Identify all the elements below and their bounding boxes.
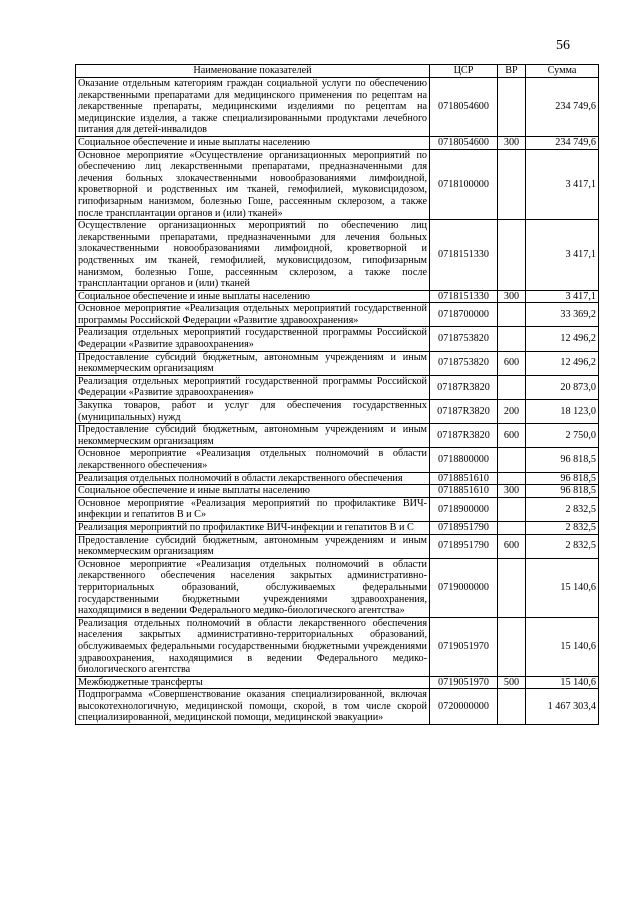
table-header-row	[76, 65, 599, 78]
row-name-cell: Реализация отдельных полномочий в области лекарственного обеспечения	[76, 472, 430, 485]
table-row	[76, 303, 599, 327]
row-sum-cell: 2 832,5	[526, 521, 599, 534]
header-sum: Сумма	[526, 65, 599, 78]
row-vr-cell: 200	[498, 400, 526, 424]
row-name-cell: Реализация отдельных мероприятий государственной программы Российской Федерации «Развитие здравоохранения»	[76, 375, 430, 399]
header-name: Наименование показателей	[76, 65, 430, 78]
row-vr-cell: 600	[498, 534, 526, 558]
row-sum-cell: 12 496,2	[526, 327, 599, 351]
row-csr-cell: 07187R3820	[430, 400, 498, 424]
row-vr-cell	[498, 327, 526, 351]
table-row	[76, 534, 599, 558]
row-vr-cell: 300	[498, 136, 526, 149]
row-vr-cell: 500	[498, 676, 526, 689]
row-name-cell: Основное мероприятие «Реализация отдельных мероприятий государственной программы Российской Федерации «Развитие здравоохранения»	[76, 303, 430, 327]
row-csr-cell: 07187R3820	[430, 375, 498, 399]
row-name-cell: Социальное обеспечение и иные выплаты населению	[76, 136, 430, 149]
row-name-cell: Предоставление субсидий бюджетным, автономным учреждениям и иным некоммерческим организациям	[76, 424, 430, 448]
row-csr-cell: 07187R3820	[430, 424, 498, 448]
row-name-cell: Основное мероприятие «Осуществление организационных мероприятий по обеспечению лиц лекарственными препаратами, предназначенными для лечения больных злокачественными новообразованиями лимфоидной, кроветворной и родственных им тканей, гемофилией, муковисцидозом, гипофизарным нанизмом, болезнью Гоше, рассеянным склерозом, а также после трансплантации органов и (или) тканей»	[76, 149, 430, 220]
table-row	[76, 220, 599, 291]
row-vr-cell	[498, 149, 526, 220]
table-row	[76, 448, 599, 472]
row-sum-cell: 18 123,0	[526, 400, 599, 424]
table-row	[76, 78, 599, 137]
row-sum-cell: 96 818,5	[526, 472, 599, 485]
header-csr: ЦСР	[430, 65, 498, 78]
row-csr-cell: 0718151330	[430, 220, 498, 291]
row-name-cell: Предоставление субсидий бюджетным, автономным учреждениям и иным некоммерческим организациям	[76, 534, 430, 558]
row-sum-cell: 15 140,6	[526, 617, 599, 676]
row-csr-cell: 0718851610	[430, 472, 498, 485]
row-csr-cell: 0718100000	[430, 149, 498, 220]
table-row	[76, 136, 599, 149]
row-sum-cell: 96 818,5	[526, 485, 599, 498]
row-csr-cell: 0718700000	[430, 303, 498, 327]
row-vr-cell	[498, 497, 526, 521]
row-vr-cell	[498, 303, 526, 327]
table-row	[76, 290, 599, 303]
row-sum-cell: 3 417,1	[526, 220, 599, 291]
row-csr-cell: 0718951790	[430, 521, 498, 534]
row-csr-cell: 0718851610	[430, 485, 498, 498]
row-name-cell: Предоставление субсидий бюджетным, автономным учреждениям и иным некоммерческим организациям	[76, 351, 430, 375]
row-name-cell: Реализация мероприятий по профилактике ВИЧ-инфекции и гепатитов В и С	[76, 521, 430, 534]
row-vr-cell	[498, 617, 526, 676]
table-row	[76, 521, 599, 534]
table-row	[76, 676, 599, 689]
row-sum-cell: 2 750,0	[526, 424, 599, 448]
table-row	[76, 497, 599, 521]
row-vr-cell	[498, 521, 526, 534]
row-name-cell: Закупка товаров, работ и услуг для обеспечения государственных (муниципальных) нужд	[76, 400, 430, 424]
table-row	[76, 689, 599, 725]
table-row	[76, 400, 599, 424]
row-name-cell: Основное мероприятие «Реализация отдельных полномочий в области лекарственного обеспечения»	[76, 448, 430, 472]
row-sum-cell: 3 417,1	[526, 149, 599, 220]
row-csr-cell: 0719051970	[430, 676, 498, 689]
row-sum-cell: 15 140,6	[526, 676, 599, 689]
row-vr-cell: 600	[498, 351, 526, 375]
row-sum-cell: 2 832,5	[526, 497, 599, 521]
table-row	[76, 375, 599, 399]
page-number: 56	[556, 38, 570, 53]
row-name-cell: Подпрограмма «Совершенствование оказания специализированной, включая высокотехнологичную, медицинской помощи, скорой, в том числе скорой специализированной, медицинской помощи, медицинской эвакуации»	[76, 689, 430, 725]
row-vr-cell	[498, 558, 526, 617]
row-name-cell: Основное мероприятие «Реализация отдельных полномочий в области лекарственного обеспечения населения закрытых административно-территориальных образований, обслуживаемых федеральными государственными бюджетными учреждениями здравоохранения, находящимися в ведении Федерального медико-биологического агентства»	[76, 558, 430, 617]
row-name-cell: Межбюджетные трансферты	[76, 676, 430, 689]
row-sum-cell: 234 749,6	[526, 78, 599, 137]
table-row	[76, 472, 599, 485]
row-name-cell: Оказание отдельным категориям граждан социальной услуги по обеспечению лекарственными препаратами для медицинского применения по рецептам на лекарственные препараты, медицинскими изделиями по рецептам на медицинские изделия, а также специализированными продуктами лечебного питания для детей-инвалидов	[76, 78, 430, 137]
row-name-cell: Основное мероприятие «Реализация мероприятий по профилактике ВИЧ-инфекции и гепатитов В и С»	[76, 497, 430, 521]
row-sum-cell: 3 417,1	[526, 290, 599, 303]
row-name-cell: Осуществление организационных мероприятий по обеспечению лиц лекарственными препаратами, предназначенными для лечения больных злокачественными новообразованиями лимфоидной, кроветворной и родственных им тканей, гемофилией, муковисцидозом, гипофизарным нанизмом, болезнью Гоше, рассеянным склерозом, а также после трансплантации органов и (или) тканей	[76, 220, 430, 291]
row-csr-cell: 0718800000	[430, 448, 498, 472]
table-row	[76, 485, 599, 498]
row-vr-cell	[498, 375, 526, 399]
row-sum-cell: 2 832,5	[526, 534, 599, 558]
row-sum-cell: 33 369,2	[526, 303, 599, 327]
row-sum-cell: 1 467 303,4	[526, 689, 599, 725]
row-csr-cell: 0718151330	[430, 290, 498, 303]
row-sum-cell: 20 873,0	[526, 375, 599, 399]
row-csr-cell: 0718054600	[430, 78, 498, 137]
row-sum-cell: 15 140,6	[526, 558, 599, 617]
table-row	[76, 558, 599, 617]
row-csr-cell: 0718753820	[430, 327, 498, 351]
table-row	[76, 149, 599, 220]
row-name-cell: Социальное обеспечение и иные выплаты населению	[76, 290, 430, 303]
row-csr-cell: 0718900000	[430, 497, 498, 521]
row-vr-cell	[498, 78, 526, 137]
row-vr-cell	[498, 472, 526, 485]
budget-table	[75, 64, 599, 725]
table-row	[76, 617, 599, 676]
row-csr-cell: 0720000000	[430, 689, 498, 725]
row-csr-cell: 0718753820	[430, 351, 498, 375]
row-csr-cell: 0719000000	[430, 558, 498, 617]
row-vr-cell	[498, 448, 526, 472]
row-name-cell: Реализация отдельных полномочий в области лекарственного обеспечения населения закрытых административно-территориальных образований, обслуживаемых федеральными государственными бюджетными учреждениями здравоохранения, находящимися в ведении Федерального медико-биологического агентства	[76, 617, 430, 676]
row-sum-cell: 12 496,2	[526, 351, 599, 375]
row-name-cell: Социальное обеспечение и иные выплаты населению	[76, 485, 430, 498]
header-vr: ВР	[498, 65, 526, 78]
table-row	[76, 351, 599, 375]
row-name-cell: Реализация отдельных мероприятий государственной программы Российской Федерации «Развитие здравоохранения»	[76, 327, 430, 351]
table-row	[76, 327, 599, 351]
row-vr-cell	[498, 689, 526, 725]
row-csr-cell: 0718054600	[430, 136, 498, 149]
row-vr-cell	[498, 220, 526, 291]
row-vr-cell: 300	[498, 290, 526, 303]
row-vr-cell: 600	[498, 424, 526, 448]
row-sum-cell: 234 749,6	[526, 136, 599, 149]
row-sum-cell: 96 818,5	[526, 448, 599, 472]
row-csr-cell: 0718951790	[430, 534, 498, 558]
table-row	[76, 424, 599, 448]
row-csr-cell: 0719051970	[430, 617, 498, 676]
row-vr-cell: 300	[498, 485, 526, 498]
